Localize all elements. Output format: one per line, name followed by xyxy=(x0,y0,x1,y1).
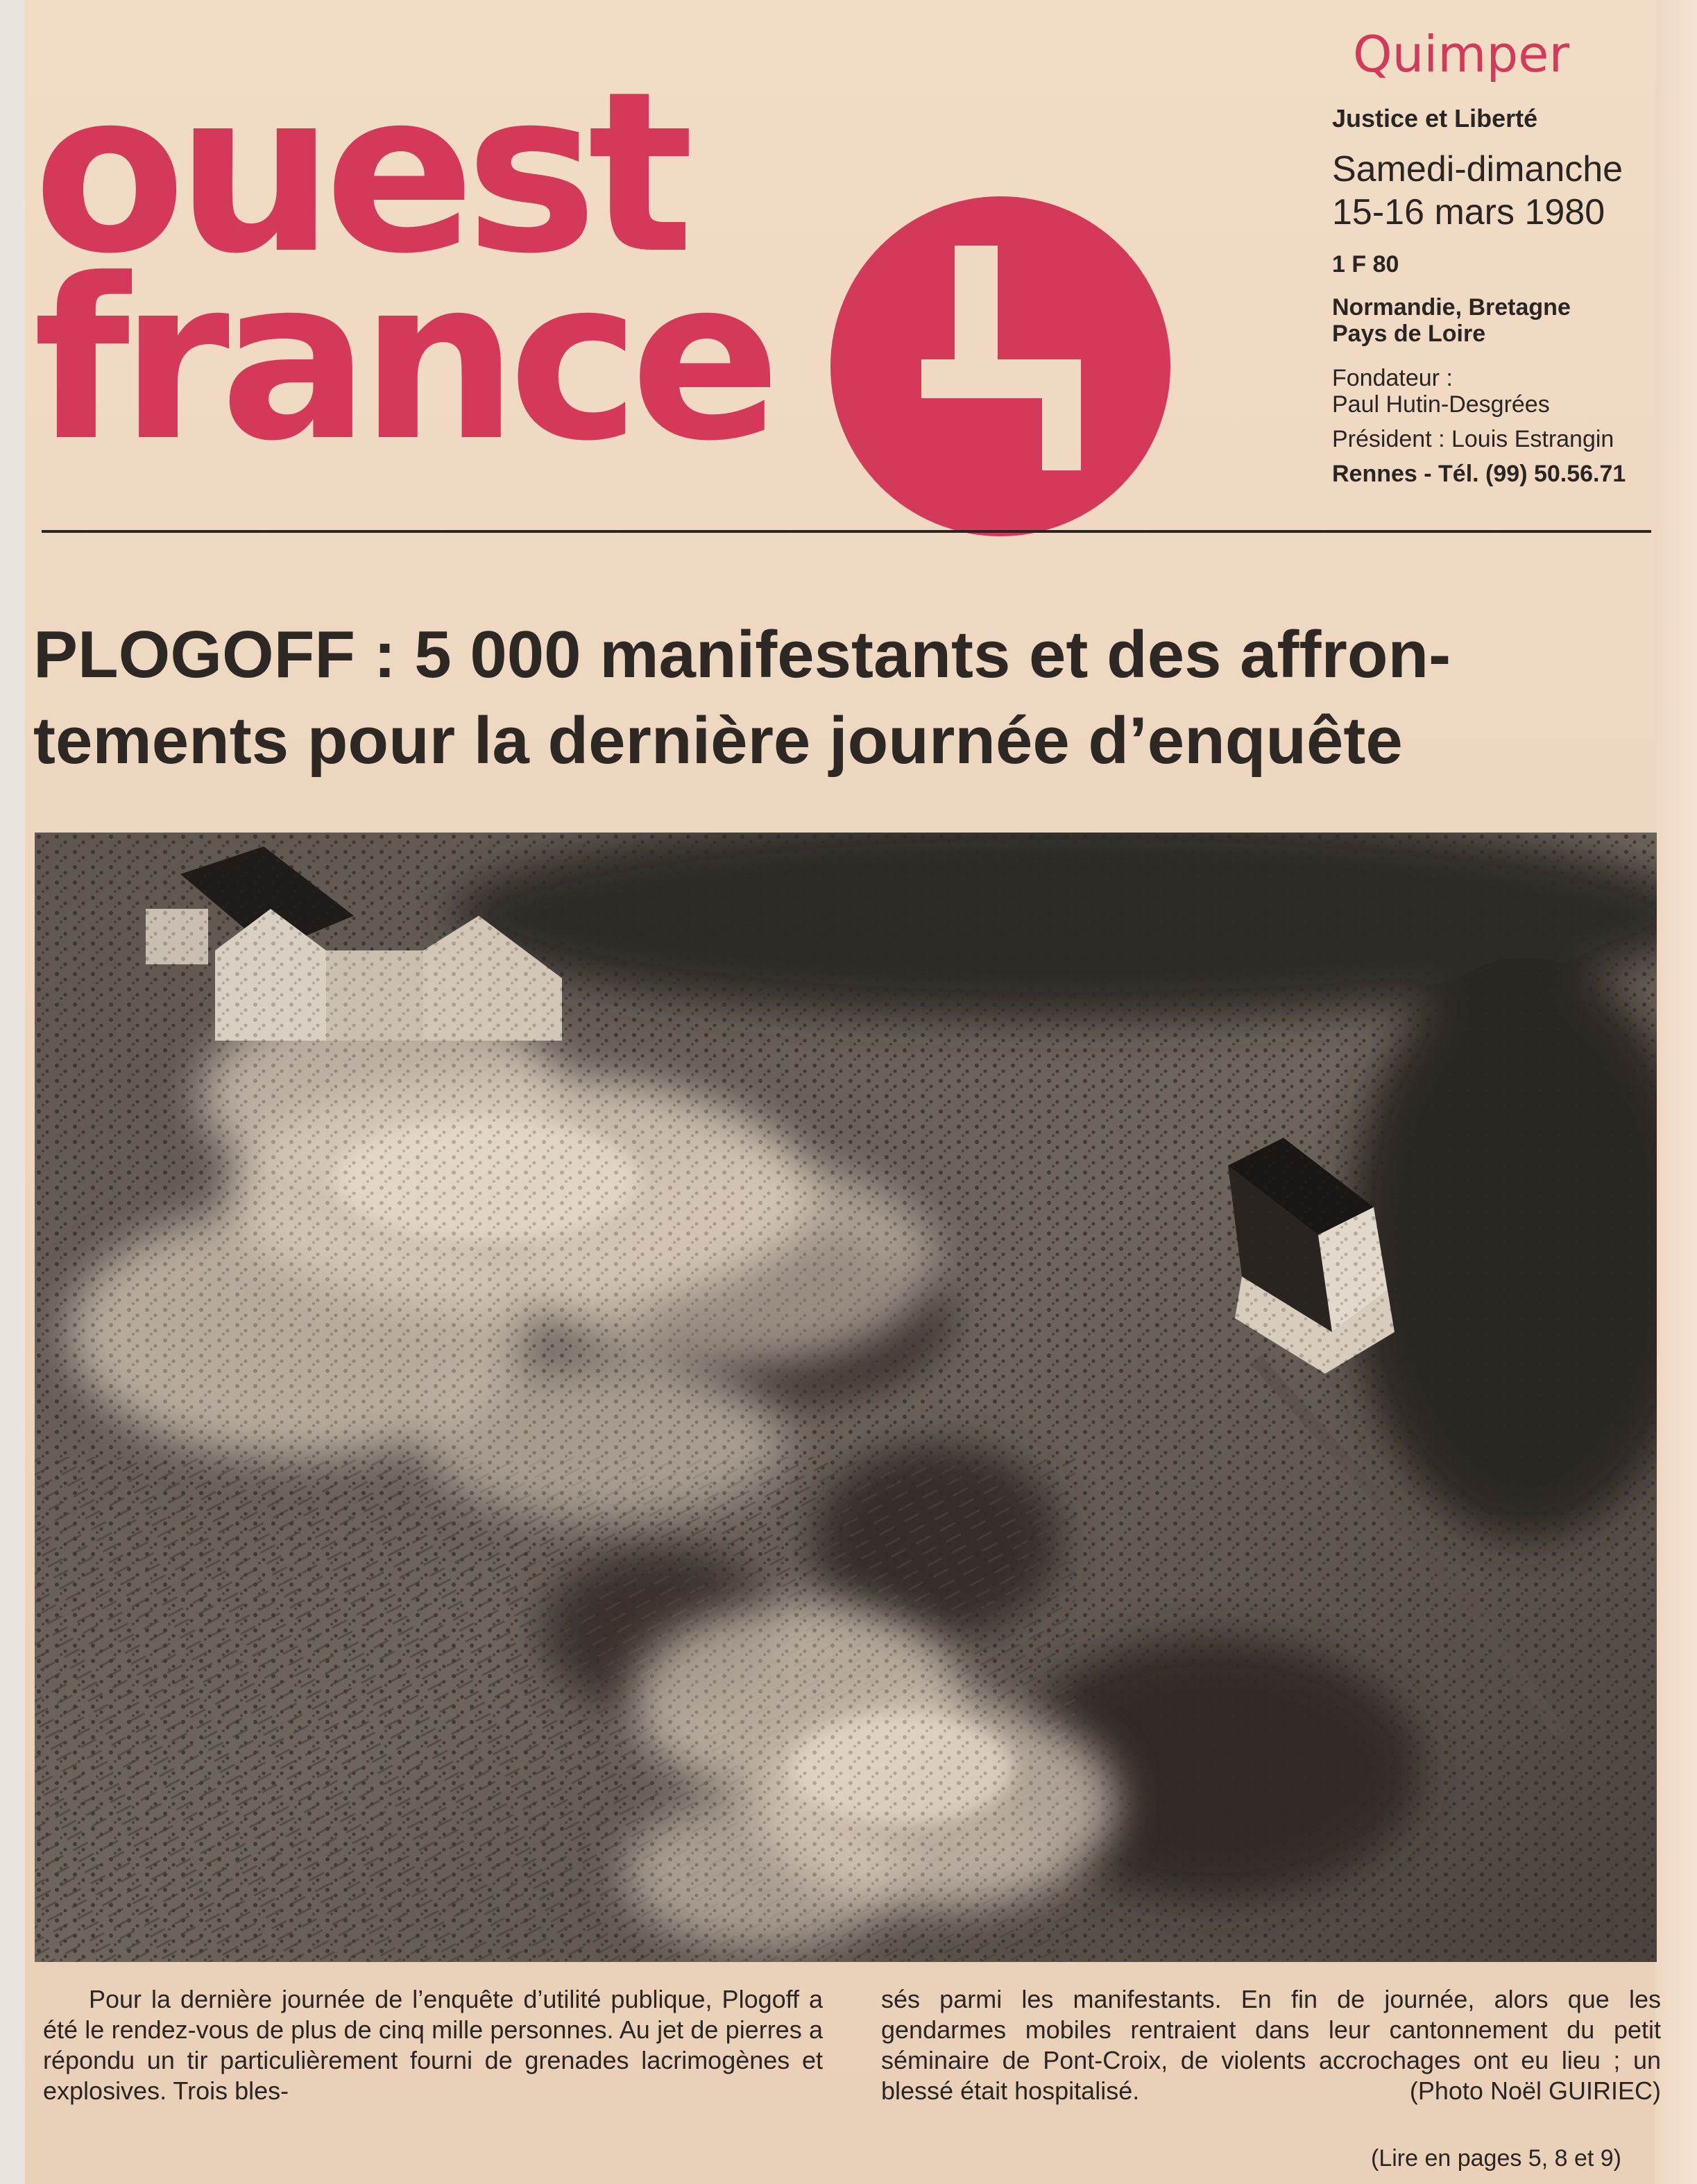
scan-margin-left xyxy=(0,0,25,2184)
issue-day: Samedi-dimanche xyxy=(1332,149,1623,189)
page-reference: (Lire en pages 5, 8 et 9) xyxy=(1371,2145,1622,2172)
front-page-photo xyxy=(35,833,1657,1962)
masthead-divider xyxy=(42,530,1651,533)
logo-ouest: ouest xyxy=(33,44,685,302)
contact-phone: Rennes - Tél. (99) 50.56.71 xyxy=(1332,461,1626,487)
scan-margin-right xyxy=(1655,0,1697,2184)
ouest-france-emblem-icon xyxy=(827,193,1174,540)
headline-line-1: PLOGOFF : 5 000 manifestants et des affron- xyxy=(33,617,1451,692)
motto: Justice et Liberté xyxy=(1332,104,1538,133)
issue-price: 1 F 80 xyxy=(1332,251,1399,278)
edition-name: Quimper xyxy=(1353,25,1570,83)
photo-caption-left: Pour la dernière journée de l’enquête d’utilité publique, Plogoff a été le rendez-vous de plus de cinq mille personnes. Au jet de pierres a répondu un tir particulièrement fourni de grenades lacrimogènes et explosives. Trois bles- xyxy=(43,1985,823,2105)
region-line-2: Pays de Loire xyxy=(1332,321,1486,347)
region-line-1: Normandie, Bretagne xyxy=(1332,294,1571,321)
logo-france: france xyxy=(33,232,771,490)
headline-line-2: tements pour la dernière journée d’enquête xyxy=(33,703,1403,778)
founder-name: Paul Hutin-Desgrées xyxy=(1332,391,1550,418)
issue-date: 15-16 mars 1980 xyxy=(1332,192,1605,232)
president: Président : Louis Estrangin xyxy=(1332,426,1614,452)
photo-caption-right xyxy=(881,1984,1661,2106)
caption-text: sés parmi les manifestants. En fin de journée, alors que les gendarmes mobiles rentraient dans leur cantonnement du petit séminaire de Pont-Croix, de violents accrochages ont eu lieu ; un blessé était hospitalisé. xyxy=(881,1985,1661,2105)
photo-credit: (Photo Noël GUIRIEC) xyxy=(1409,2076,1661,2105)
founder-label: Fondateur : xyxy=(1332,365,1453,391)
